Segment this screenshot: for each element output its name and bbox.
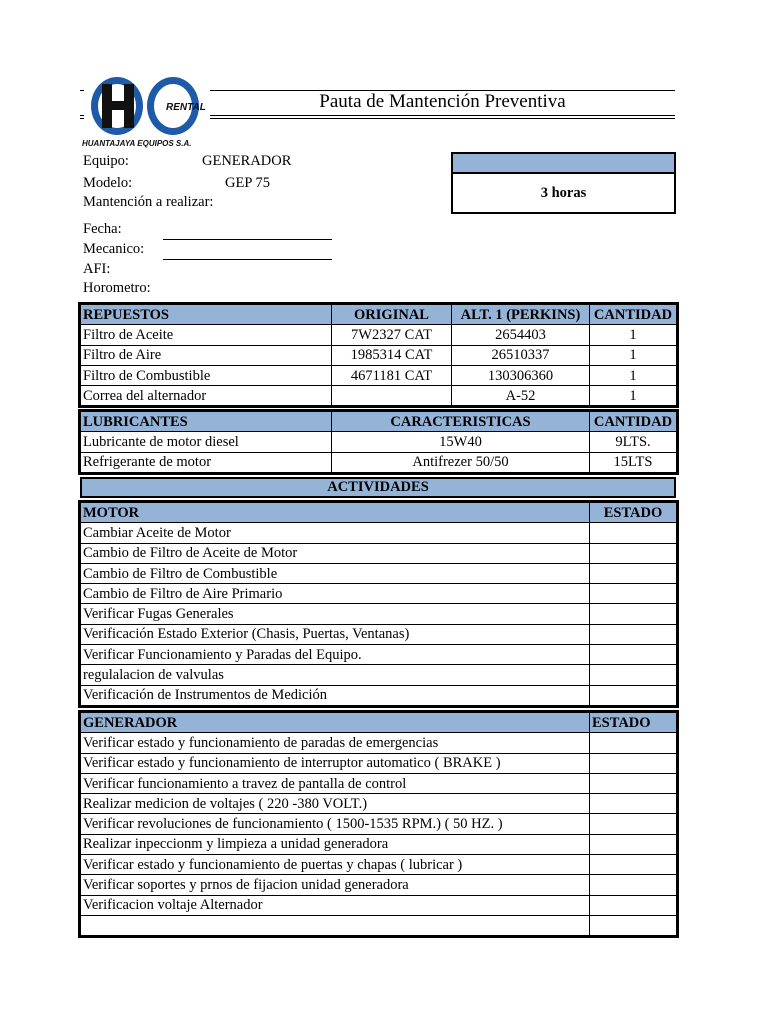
estado-cell[interactable] [590,753,677,773]
interval-header-cell [451,152,676,174]
cantidad-header: CANTIDAD [590,305,677,325]
original-header: ORIGINAL [332,305,452,325]
estado-cell[interactable] [590,645,677,665]
estado-cell[interactable] [590,584,677,604]
table-row [81,733,677,753]
activity-text: Cambio de Filtro de Aire Primario [81,584,590,604]
afi-label: AFI: [83,261,111,277]
activity-text: Realizar medicion de voltajes ( 220 -380 VOLT.) [81,794,590,814]
activity-text: Verificar estado y funcionamiento de interruptor automatico ( BRAKE ) [81,753,590,773]
table-row [81,895,677,915]
lubricant-spec: Antifrezer 50/50 [332,452,590,472]
actividades-title: ACTIVIDADES [327,479,429,495]
caracteristicas-header: CARACTERISTICAS [332,412,590,432]
estado-cell[interactable] [590,733,677,753]
part-qty: 1 [590,386,677,406]
part-alt: A-52 [452,386,590,406]
activity-text: Cambio de Filtro de Aceite de Motor [81,543,590,563]
table-row [81,753,677,773]
mecanico-line [163,259,332,260]
header-line-bottom-2 [210,118,675,119]
part-alt: 2654403 [452,325,590,345]
table-row [81,365,677,385]
repuestos-header-row [81,305,677,325]
table-row [81,386,677,406]
activity-text: Verificar estado y funcionamiento de puertas y chapas ( lubricar ) [81,855,590,875]
modelo-label: Modelo: [83,175,133,191]
activity-text: Verificacion voltaje Alternador [81,895,590,915]
repuestos-header: REPUESTOS [81,305,332,325]
table-row [81,543,677,563]
lubricant-name: Lubricante de motor diesel [81,432,332,452]
lubricantes-header: LUBRICANTES [81,412,332,432]
estado-header: ESTADO [590,713,677,733]
part-name: Filtro de Aire [81,345,332,365]
company-logo [80,70,212,148]
table-row [81,523,677,543]
fecha-label: Fecha: [83,221,122,237]
alt-header: ALT. 1 (PERKINS) [452,305,590,325]
generador-header-row [81,713,677,733]
estado-cell[interactable] [590,773,677,793]
header-line-bottom-1 [210,115,675,116]
equipo-label: Equipo: [83,153,129,169]
activity-text: Verificar revoluciones de funcionamiento ( 1500-1535 RPM.) ( 50 HZ. ) [81,814,590,834]
part-name: Correa del alternador [81,386,332,406]
lubricant-qty: 9LTS. [590,432,677,452]
table-row [81,563,677,583]
svg-text:RENTAL: RENTAL [166,102,206,113]
part-alt: 130306360 [452,365,590,385]
equipo-value: GENERADOR [202,153,292,169]
motor-header-row [81,503,677,523]
table-row [81,665,677,685]
activity-text: Verificar soportes y prnos de fijacion unidad generadora [81,875,590,895]
motor-header: MOTOR [81,503,590,523]
estado-cell[interactable] [590,604,677,624]
estado-header: ESTADO [590,503,677,523]
header-tick-1 [80,90,84,91]
part-name: Filtro de Combustible [81,365,332,385]
estado-cell[interactable] [590,814,677,834]
estado-cell[interactable] [590,794,677,814]
cantidad-header: CANTIDAD [590,412,677,432]
activity-text: Verificar estado y funcionamiento de paradas de emergencias [81,733,590,753]
activity-text [81,915,590,935]
activity-text: regulalacion de valvulas [81,665,590,685]
part-original: 7W2327 CAT [332,325,452,345]
table-row [81,432,677,452]
svg-text:HUANTAJAYA EQUIPOS S.A.: HUANTAJAYA EQUIPOS S.A. [82,139,192,148]
table-row [81,915,677,935]
part-name: Filtro de Aceite [81,325,332,345]
estado-cell[interactable] [590,855,677,875]
lubricant-spec: 15W40 [332,432,590,452]
estado-cell[interactable] [590,915,677,935]
activity-text: Verificar Funcionamiento y Paradas del Equipo. [81,645,590,665]
activity-text: Verificar funcionamiento a travez de pantalla de control [81,773,590,793]
table-row [81,584,677,604]
lubricant-qty: 15LTS [590,452,677,472]
estado-cell[interactable] [590,834,677,854]
page-title: Pauta de Mantención Preventiva [319,91,566,112]
estado-cell[interactable] [590,543,677,563]
table-row [81,624,677,644]
estado-cell[interactable] [590,624,677,644]
table-row [81,345,677,365]
lubricant-name: Refrigerante de motor [81,452,332,472]
fecha-line [163,239,332,240]
table-row [81,645,677,665]
table-row [81,794,677,814]
activity-text: Cambiar Aceite de Motor [81,523,590,543]
mantencion-label: Mantención a realizar: [83,194,214,210]
table-row [81,875,677,895]
lubricantes-table [80,411,677,473]
generador-table [80,712,677,936]
actividades-title-bar [80,477,676,498]
estado-cell[interactable] [590,685,677,705]
part-qty: 1 [590,345,677,365]
mecanico-label: Mecanico: [83,241,145,257]
table-row [81,855,677,875]
interval-value: 3 horas [540,184,587,201]
activity-text: Realizar inpeccionm y limpieza a unidad generadora [81,834,590,854]
table-row [81,834,677,854]
estado-cell[interactable] [590,875,677,895]
part-original [332,386,452,406]
part-alt: 26510337 [452,345,590,365]
table-row [81,814,677,834]
part-original: 4671181 CAT [332,365,452,385]
activity-text: Verificación de Instrumentos de Medición [81,685,590,705]
repuestos-table [80,304,677,406]
horometro-label: Horometro: [83,280,151,296]
interval-cell [451,172,676,214]
table-row [81,773,677,793]
activity-text: Cambio de Filtro de Combustible [81,563,590,583]
activity-text: Verificar Fugas Generales [81,604,590,624]
generador-header: GENERADOR [81,713,590,733]
table-row [81,685,677,705]
estado-cell[interactable] [590,523,677,543]
header-tick-3 [80,118,84,119]
table-row [81,604,677,624]
table-row [81,452,677,472]
part-original: 1985314 CAT [332,345,452,365]
table-row [81,325,677,345]
modelo-value: GEP 75 [225,175,270,191]
estado-cell[interactable] [590,895,677,915]
part-qty: 1 [590,325,677,345]
motor-table [80,502,677,706]
part-qty: 1 [590,365,677,385]
lubricantes-header-row [81,412,677,432]
estado-cell[interactable] [590,563,677,583]
header-tick-2 [80,115,84,116]
estado-cell[interactable] [590,665,677,685]
activity-text: Verificación Estado Exterior (Chasis, Puertas, Ventanas) [81,624,590,644]
